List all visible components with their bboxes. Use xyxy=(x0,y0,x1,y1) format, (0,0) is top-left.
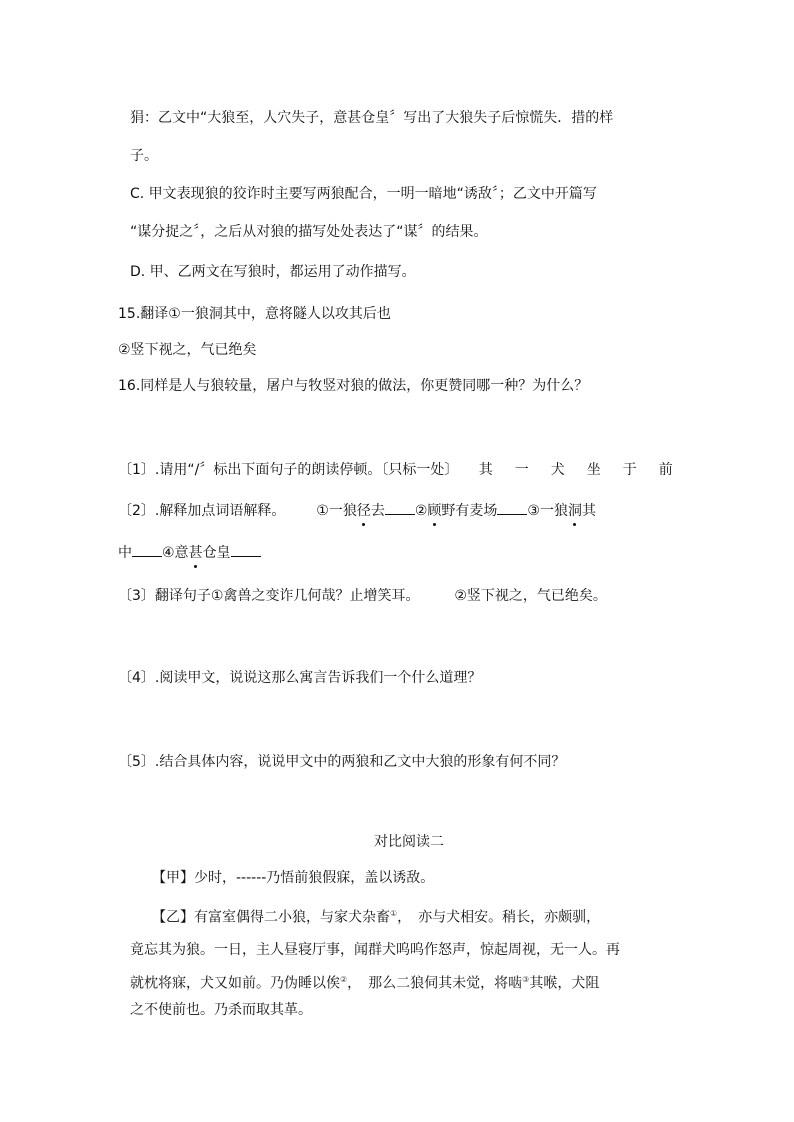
term-d-suffix: 仓皇 xyxy=(202,545,231,561)
section-title: 对比阅读二 xyxy=(374,834,444,850)
sub-question-3 xyxy=(118,586,607,606)
passage-yi-text: 其喉，犬阻 xyxy=(529,975,600,992)
option-b-end: 子。 xyxy=(130,148,158,164)
dotted-char: 洞 xyxy=(567,503,582,519)
passage-yi-line3 xyxy=(130,970,599,994)
sentence-char: 其 xyxy=(478,462,493,478)
question-15: 15.翻译①一狼洞其中，意将隧人以攻其后也 xyxy=(118,306,391,322)
passage-yi-text: 【乙】有富室偶得二小狼，与家犬杂畜 xyxy=(152,909,390,926)
passage-yi-text: 就枕将寐，犬又如前。乃伪睡以俟 xyxy=(130,975,340,992)
option-c-continued: “谋分捉之〞，之后从对狼的描写处处表达了“谋〞的结果。 xyxy=(130,224,488,240)
sub-question-2-text: 〔2〕.解释加点词语解释。 xyxy=(118,503,286,519)
term-a-suffix: 去 xyxy=(370,503,385,519)
sub-question-1 xyxy=(118,460,673,480)
answer-blank[interactable] xyxy=(385,500,415,515)
passage-yi-line1 xyxy=(152,904,600,928)
term-b-prefix: ② xyxy=(414,503,428,519)
sentence-char: 犬 xyxy=(550,462,565,478)
term-a-prefix: ①一狼 xyxy=(316,503,357,519)
footnote-marker: ① xyxy=(390,909,398,918)
answer-blank[interactable] xyxy=(497,500,527,515)
sub-question-3-part2: ②竖下视之，气已绝矣。 xyxy=(454,588,607,604)
sub-question-2 xyxy=(118,500,596,521)
sentence-char: 于 xyxy=(622,462,637,478)
sentence-char: 前 xyxy=(658,462,673,478)
pause-sentence xyxy=(479,460,673,480)
option-b-continued: 狷：乙文中“大狼至，人穴失子，意甚仓皇〞写出了大狼失子后惊慌失．措的样 xyxy=(130,110,614,126)
option-d: D. 甲、乙两文在写狼时，都运用了动作描写。 xyxy=(130,264,416,280)
dotted-char: 顾 xyxy=(427,503,442,519)
sub-question-5: 〔5〕.结合具体内容，说说甲文中的两狼和乙文中大狼的形象有何不同？ xyxy=(118,754,566,770)
footnote-marker: ③ xyxy=(522,975,530,984)
question-16: 16.同样是人与狼较量，屠户与牧竖对狼的做法，你更赞同哪一种？为什么？ xyxy=(118,378,589,394)
dotted-char: 径 xyxy=(356,503,371,519)
answer-blank[interactable] xyxy=(132,542,162,557)
footnote-marker: ② xyxy=(340,975,348,984)
sub-question-1-text: 〔1〕.请用“/〞标出下面句子的朗读停顿。〔只标一处〕 xyxy=(118,462,459,478)
term-c-suffix: 其 xyxy=(581,503,596,519)
passage-yi-text: ， 那么二狼伺其未觉，将啮 xyxy=(347,975,523,992)
passage-yi-line4: 之不使前也。乃杀而取其革。 xyxy=(130,1002,312,1018)
sub-question-3-text: 〔3〕翻译句子①禽兽之变诈几何哉？止增笑耳。 xyxy=(118,588,420,604)
term-b-suffix: 野有麦场 xyxy=(441,503,498,519)
sub-question-4: 〔4〕.阅读甲文，说说这那么寓言告诉我们一个什么道理？ xyxy=(118,670,482,686)
term-d-prefix: ④意 xyxy=(162,545,189,561)
passage-jia: 【甲】少时，------乃悟前狼假寐，盖以诱敌。 xyxy=(152,870,435,886)
term-c-end: 中 xyxy=(118,545,132,561)
option-c: C. 甲文表现狼的狡诈时主要写两狼配合，一明一暗地“诱敌〞；乙文中开篇写 xyxy=(130,186,597,202)
sentence-char: 坐 xyxy=(586,462,601,478)
term-c-prefix: ③一狼 xyxy=(527,503,568,519)
passage-yi-text: ， 亦与犬相安。稍长，亦颇驯， xyxy=(397,909,601,926)
sentence-char: 一 xyxy=(514,462,529,478)
dotted-char: 甚 xyxy=(188,545,203,561)
answer-blank[interactable] xyxy=(231,542,261,557)
question-15-part2: ②竖下视之，气已绝矣 xyxy=(118,342,257,358)
passage-yi-line2: 竟忘其为狼。一日，主人昼寝厅事，闻群犬呜呜作怒声，惊起周视，无一人。再 xyxy=(130,942,620,958)
sub-question-2-continued xyxy=(118,542,261,563)
